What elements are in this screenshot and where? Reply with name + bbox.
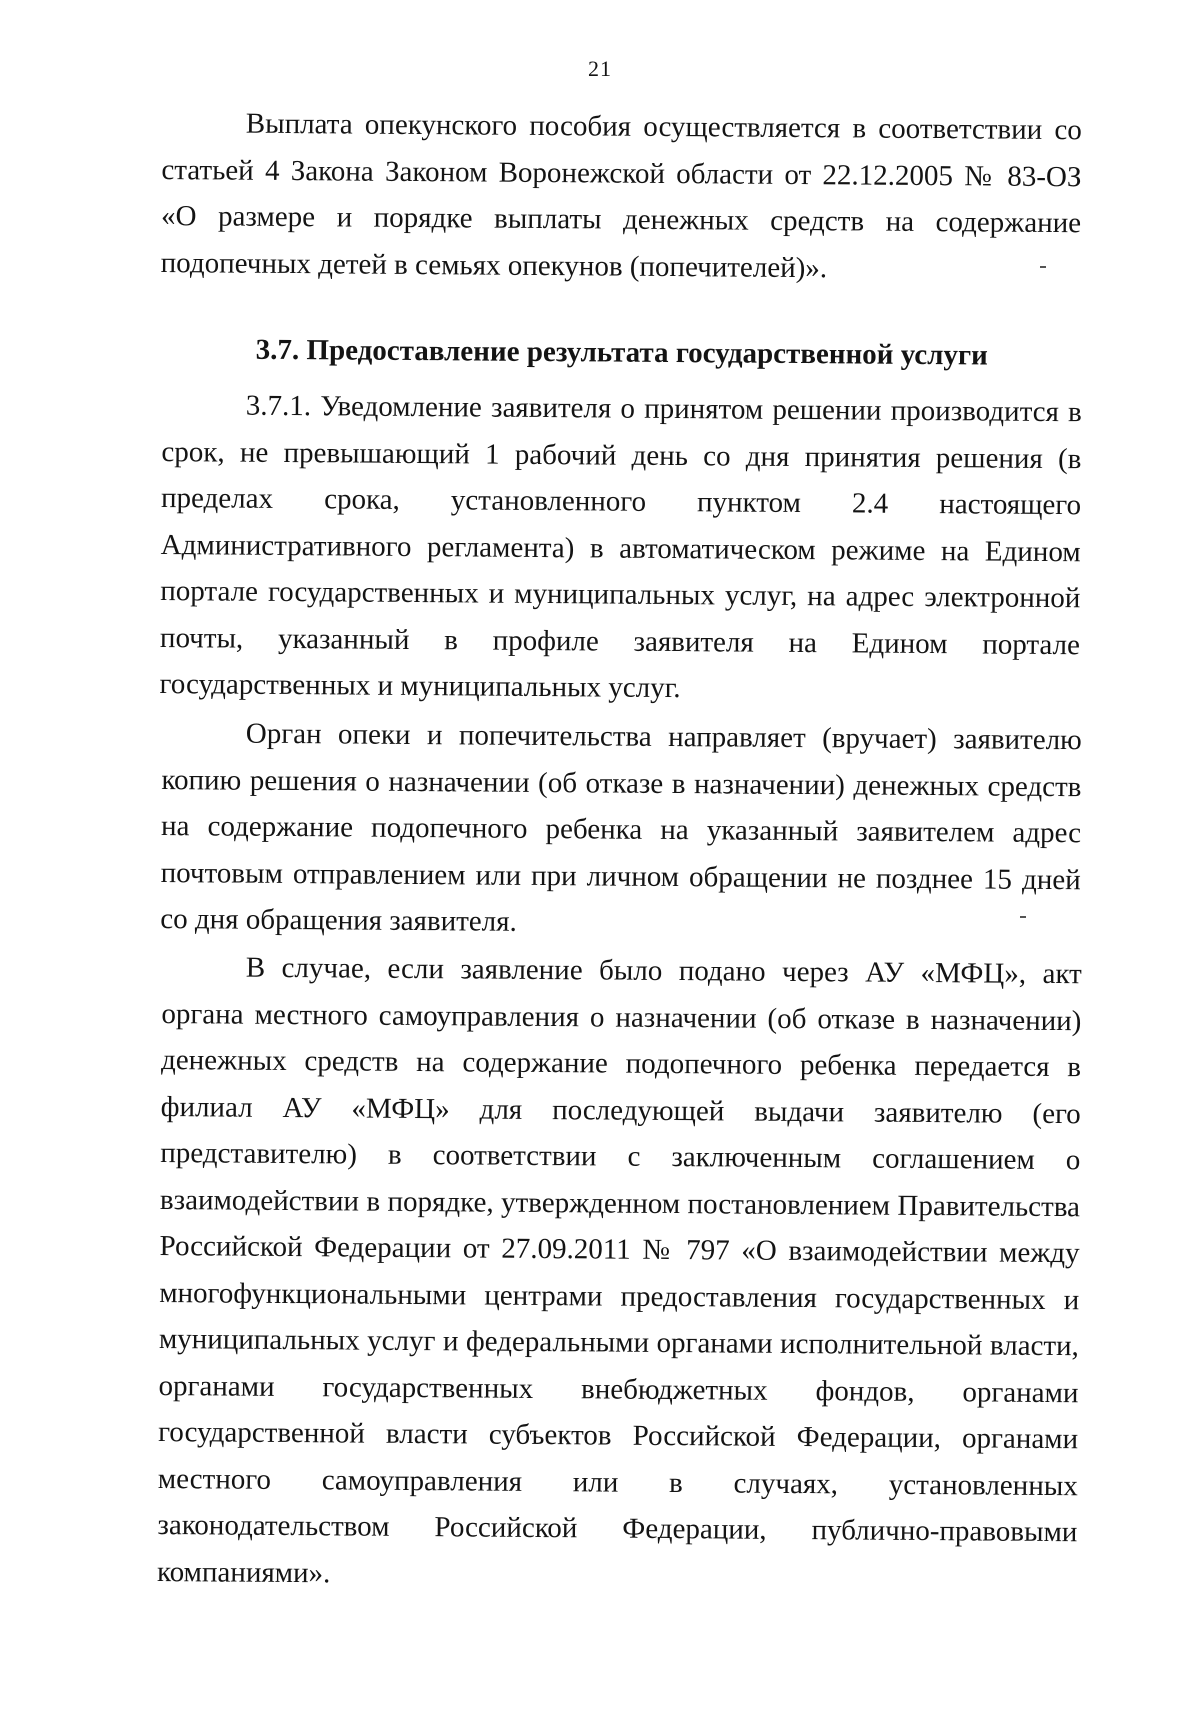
paragraph-mfc: В случае, если заявление было подано через АУ «МФЦ», акт органа местного самоуправления о назначении (об отказе в назначении) денежных средств на содержание подопечного ребенка передается в филиал АУ «МФЦ» для последующей выдачи заявителю (его представителю) в соответствии с заключенным соглашением о взаимодействии в порядке, утвержденном постановлением Правительства Российской Федерации от 27.09.2011 № 797 «О взаимодействии между многофункциональными центрами предоставления государственных и муниципальных услуг и федеральными органами исполнительной власти, органами государственных внебюджетных фондов, органами государственной власти субъектов Российской Федерации, органами местного самоуправления или в случаях, установленных законодательством Российской Федерации, публично-правовыми компаниями». bbox=[156, 951, 1082, 1589]
paragraph-payment: Выплата опекунского пособия осуществляется в соответствии со статьей 4 Закона Законом Воронежской области от 22.12.2005 № 83-ОЗ «О размере и порядке выплаты денежных средств на содержание подопечных детей в семьях опекунов (попечителей)». bbox=[160, 107, 1082, 284]
section-title: 3.7. Предоставление результата государственной услуги bbox=[255, 333, 988, 372]
scan-speck bbox=[1020, 916, 1026, 918]
scan-speck bbox=[1040, 266, 1046, 268]
paragraph-guardianship-authority: Орган опеки и попечительства направляет (вручает) заявителю копию решения о назначении (об отказе в назначении) денежных средств на содержание подопечного ребенка на указанный заявителем адрес почтовым отправлением или при личном обращении не позднее 15 дней со дня обращения заявителя. bbox=[160, 717, 1082, 938]
paragraph-notification: 3.7.1. Уведомление заявителя о принятом решении производится в срок, не превышающий 1 рабочий день со дня принятия решения (в пределах срока, установленного пунктом 2.4 настоящего Административного регламента) в автоматическом режиме на Едином портале государственных и муниципальных услуг, на адрес электронной почты, указанный в профиле заявителя на Едином портале государственных и муниципальных услуг. bbox=[159, 389, 1082, 705]
document-body bbox=[156, 100, 1082, 1595]
page-number: 21 bbox=[588, 56, 612, 81]
